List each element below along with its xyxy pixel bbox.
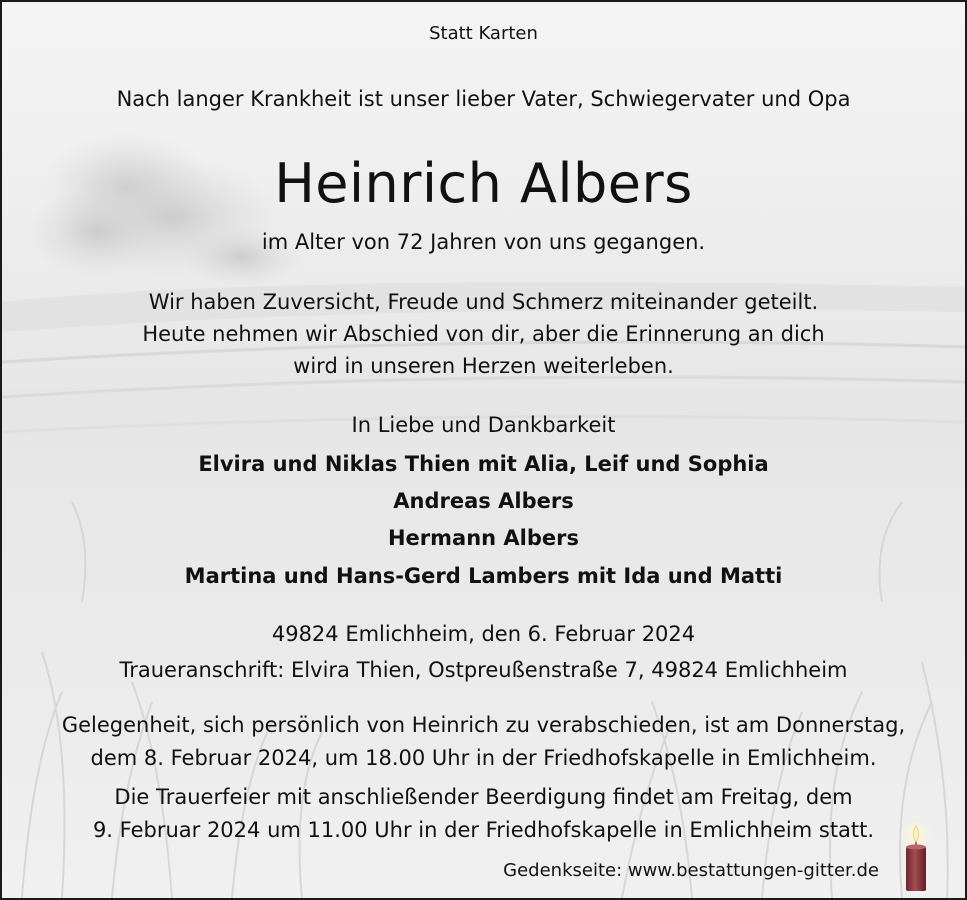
detail-line: 9. Februar 2024 um 11.00 Uhr in der Friedhofskapelle in Emlichheim statt.: [92, 818, 875, 842]
poem-line: Heute nehmen wir Abschied von dir, aber die Erinnerung an dich: [142, 322, 825, 346]
memorial-website-link[interactable]: Gedenkseite: www.bestattungen-gitter.de: [503, 860, 879, 881]
detail-line: Die Trauerfeier mit anschließender Beerdigung findet am Freitag, dem: [114, 785, 853, 809]
intro-line: Nach langer Krankheit ist unser lieber Vater, Schwiegervater und Opa: [116, 87, 851, 111]
detail-line: Gelegenheit, sich persönlich von Heinrich zu verabschieden, ist am Donnerstag,: [61, 713, 906, 737]
place-date: 49824 Emlichheim, den 6. Februar 2024: [271, 622, 696, 646]
mourner-line: Elvira und Niklas Thien mit Alia, Leif und Sophia: [198, 452, 769, 476]
poem-line: wird in unseren Herzen weiterleben.: [293, 354, 674, 378]
deceased-name: Heinrich Albers: [274, 152, 693, 215]
candle-icon: [896, 820, 936, 894]
poem-line: Wir haben Zuversicht, Freude und Schmerz miteinander geteilt.: [148, 290, 819, 314]
detail-line: dem 8. Februar 2024, um 18.00 Uhr in der Friedhofskapelle in Emlichheim.: [90, 746, 877, 770]
age-line: im Alter von 72 Jahren von uns gegangen.: [261, 230, 706, 254]
mourner-line: Hermann Albers: [387, 526, 580, 550]
mourning-address: Traueranschrift: Elvira Thien, Ostpreußenstraße 7, 49824 Emlichheim: [119, 658, 848, 682]
farewell-line: In Liebe und Dankbarkeit: [351, 413, 616, 437]
mourner-line: Andreas Albers: [393, 489, 574, 513]
mourner-line: Martina und Hans-Gerd Lambers mit Ida und Matti: [184, 564, 783, 588]
header-statt-karten: Statt Karten: [429, 23, 538, 44]
